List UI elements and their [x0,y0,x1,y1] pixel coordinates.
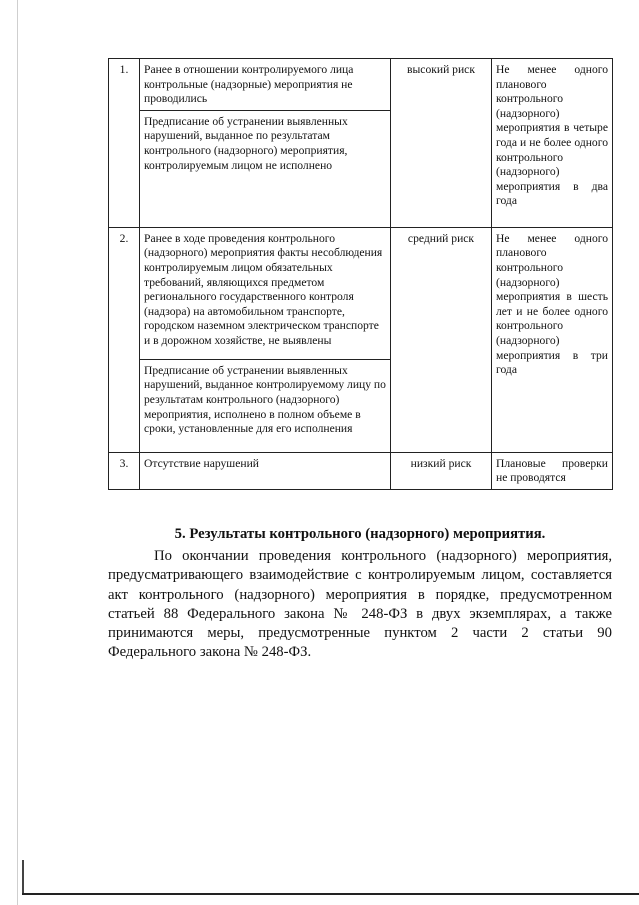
criteria-cell: Ранее в отношении контролируемого лица контрольные (надзорные) мероприятия не проводились [140,59,391,111]
scan-corner-mark [22,860,24,895]
criteria-cell: Ранее в ходе проведения контрольного (надзорного) мероприятия факты несоблюдения контролируемым лицом обязательных требований, являющихся предметом регионального государственного контроля (надзора) на автомобильном транспорте, городском наземном электрическом транспорте и в дорожном хозяйстве, не выявлены [140,227,391,359]
risk-category-cell: средний риск [391,227,492,452]
risk-category-table [108,58,613,490]
table-row [109,452,613,489]
row-number: 2. [109,227,140,452]
scan-bottom-edge [22,893,639,895]
risk-category-cell: высокий риск [391,59,492,228]
section-paragraph: По окончании проведения контрольного (надзорного) мероприятия, предусматривающего взаимодействие с контролируемым лицом, составляется акт контрольного (надзорного) мероприятия в порядке, предусмотренном статьей 88 Федерального закона № 248-ФЗ в двух экземплярах, а также принимаются меры, предусмотренные пунктом 2 части 2 статьи 90 Федерального закона № 248-ФЗ. [108,548,612,661]
inspection-frequency-cell: Плановые проверки не проводятся [492,452,613,489]
inspection-frequency-cell: Не менее одного планового контрольного (надзорного) мероприятия в четыре года и не более одного контрольного (надзорного) мероприятия в два года [492,59,613,228]
table-row [109,59,613,111]
risk-category-cell: низкий риск [391,452,492,489]
row-number: 3. [109,452,140,489]
row-number: 1. [109,59,140,228]
criteria-cell: Отсутствие нарушений [140,452,391,489]
criteria-cell: Предписание об устранении выявленных нарушений, выданное контролируемому лицу по результатам контрольного (надзорного) мероприятия, исполнено в полном объеме в сроки, установленные для его исполнения [140,359,391,452]
section-title: 5. Результаты контрольного (надзорного) мероприятия. [174,526,546,542]
scan-left-edge [17,0,18,905]
table-row [109,227,613,359]
section-body [108,547,612,663]
criteria-cell: Предписание об устранении выявленных нарушений, выданное по результатам контрольного (надзорного) мероприятия, контролируемым лицом не исполнено [140,110,391,227]
inspection-frequency-cell: Не менее одного планового контрольного (надзорного) мероприятия в шесть лет и не более одного контрольного (надзорного) мероприятия в три года [492,227,613,452]
